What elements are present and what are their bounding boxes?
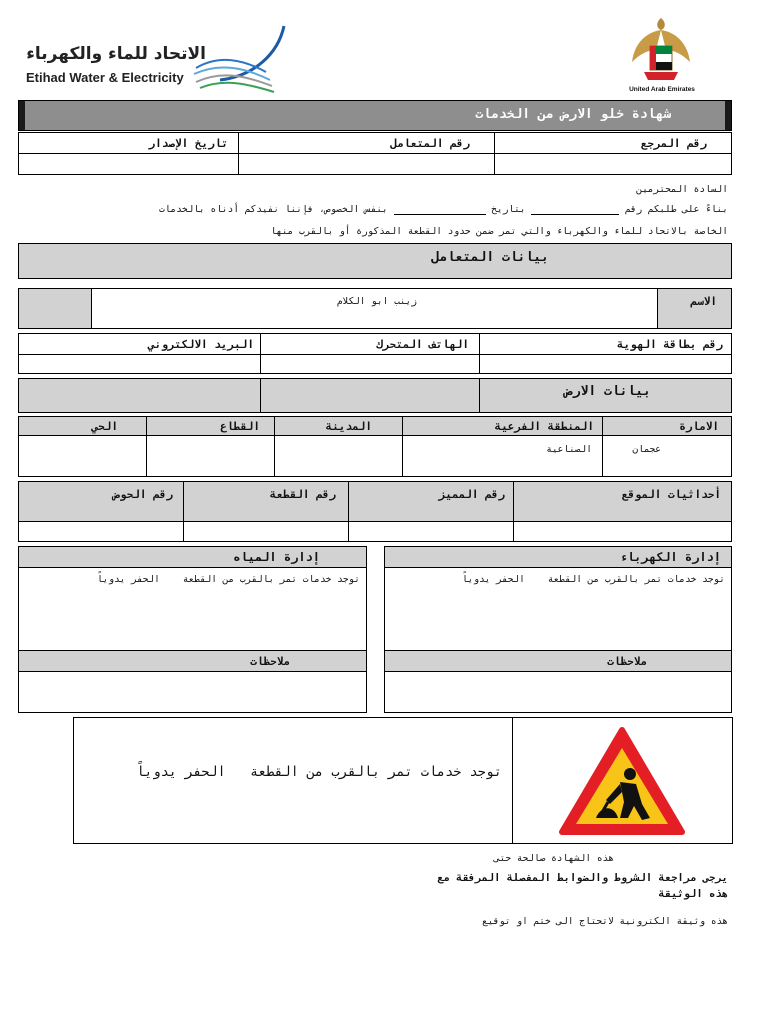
uae-falcon-emblem-icon [626, 14, 696, 84]
plot-header-plot-number: رقم القطعة [183, 481, 349, 522]
water-remarks-header: ملاحظات [18, 650, 367, 672]
plot-value-basin-number [18, 521, 184, 542]
land-section-header [479, 378, 732, 413]
plot-header-basin-number: رقم الحوض [18, 481, 184, 522]
electricity-status: توجد خدمات تمر بالقرب من القطعة [547, 574, 725, 585]
company-logo [22, 30, 292, 100]
location-header-district: الحي [18, 416, 147, 436]
water-panel-header: إدارة المياه [18, 546, 367, 568]
warning-text-box [73, 717, 513, 844]
water-remarks-value [18, 671, 367, 713]
ref-header-ref-number: رقم المرجع [494, 132, 732, 154]
plot-header-coordinates: أحداثيات الموقع [513, 481, 732, 522]
contact-header-mobile: الهاتف المتحرك [260, 333, 480, 355]
land-section-header-mid [260, 378, 480, 413]
warning-icon-box [512, 717, 733, 844]
plot-value-unique-number [348, 521, 514, 542]
land-section-title: بيانات الارض [564, 384, 651, 399]
water-waves-logo-icon [192, 24, 292, 94]
name-value-cell [91, 288, 658, 329]
warning-message-line [136, 764, 502, 780]
water-status: توجد خدمات تمر بالقرب من القطعة [182, 574, 360, 585]
review-terms-line-1: يرجى مراجعة الشروط والضوابط المفصلة المرفقة مع [437, 872, 728, 884]
uae-emblem [626, 14, 696, 98]
contact-value-email [18, 354, 261, 374]
request-number-blank [531, 214, 619, 215]
land-section-header-left [18, 378, 261, 413]
location-value-subarea: الصناعية [402, 435, 603, 477]
title-bar-dark-edge-right [725, 101, 731, 130]
ref-value-customer-number [238, 153, 495, 175]
ref-value-issue-date [18, 153, 239, 175]
customer-section-header [18, 243, 732, 279]
ref-value-ref-number [494, 153, 732, 175]
company-name-arabic: الاتحاد للماء والكهرباء [26, 44, 206, 64]
contact-value-id [479, 354, 732, 374]
location-header-city: المدينة [274, 416, 403, 436]
plot-value-plot-number [183, 521, 349, 542]
electricity-remarks-header: ملاحظات [384, 650, 732, 672]
title-bar-dark-edge-left [19, 101, 25, 130]
name-spare-cell [18, 288, 92, 329]
water-status-line [97, 574, 360, 585]
warning-status: توجد خدمات تمر بالقرب من القطعة [250, 764, 502, 780]
contact-header-email: البريد الالكتروني [18, 333, 261, 355]
validity-text: هذه الشهادة صالحة حتى [493, 853, 614, 864]
electricity-remarks-value [384, 671, 732, 713]
location-value-emirate: عجمان [602, 435, 732, 477]
electricity-note: الحفر يدوياً [461, 574, 525, 585]
ref-header-issue-date: تاريخ الإصدار [18, 132, 239, 154]
location-header-emirate: الامارة [602, 416, 732, 436]
men-at-work-warning-sign-icon [558, 726, 686, 838]
location-header-subarea: المنطقة الفرعية [402, 416, 603, 436]
water-note: الحفر يدوياً [96, 574, 160, 585]
water-panel-body [18, 567, 367, 651]
request-date-blank [394, 214, 486, 215]
letter-line-2: الخاصة بالاتحاد للماء والكهرباء والتي تمر ضمن حدود القطعة المذكورة أو بالقرب منها [270, 226, 728, 237]
electricity-panel-header: إدارة الكهرباء [384, 546, 732, 568]
location-value-sector [146, 435, 275, 477]
customer-name: زينب ابو الكلام [336, 296, 417, 307]
contact-header-id: رقم بطاقة الهوية [479, 333, 732, 355]
customer-section-title: بيانات المتعامل [431, 250, 549, 265]
location-value-district [18, 435, 147, 477]
ref-header-customer-number: رقم المتعامل [238, 132, 495, 154]
location-value-city [274, 435, 403, 477]
plot-header-unique-number: رقم المميز [348, 481, 514, 522]
emblem-caption: United Arab Emirates [629, 86, 695, 93]
name-label-cell: الاسم [657, 288, 732, 329]
warning-note: الحفر يدوياً [136, 764, 226, 780]
company-name-english: Etihad Water & Electricity [26, 70, 184, 85]
certificate-title: شهادة خلو الارض من الخدمات [475, 107, 671, 122]
review-terms-line-2: هذه الوثيقة [658, 888, 728, 900]
electronic-document-note: هذه وثيقة الكترونية لاتحتاج الى ختم او توقيع [482, 916, 728, 927]
electricity-panel-body [384, 567, 732, 651]
title-bar [18, 100, 732, 131]
location-header-sector: القطاع [146, 416, 275, 436]
salutation: السادة المحترمين [636, 184, 728, 195]
plot-value-coordinates [513, 521, 732, 542]
electricity-status-line [462, 574, 725, 585]
contact-value-mobile [260, 354, 480, 374]
letter-line-1: بناءً على طلبكم رقم بتاريخ بنفس الخصوص، فإننا نفيدكم أدناه بالخدمات [159, 204, 728, 215]
